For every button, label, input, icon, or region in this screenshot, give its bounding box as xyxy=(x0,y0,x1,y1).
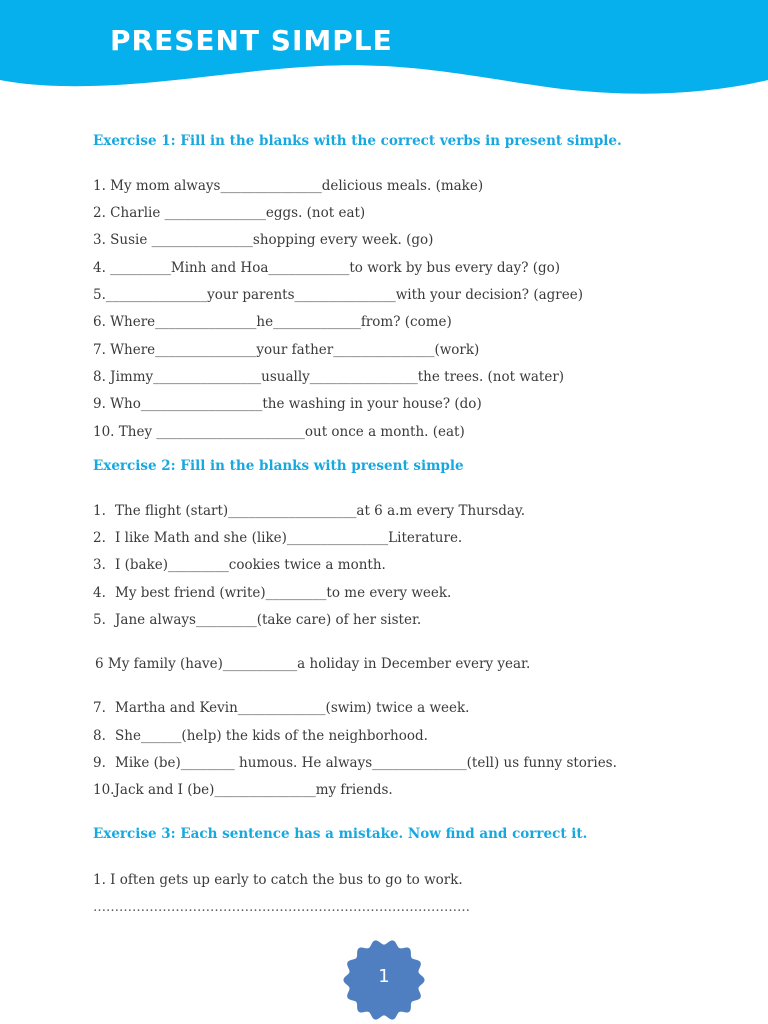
item-text: Mike (be)________ humous. He always______________(tell) us funny stories. xyxy=(115,755,617,771)
exercise-2-item-7 xyxy=(93,699,469,717)
exercise-1-item-7: 7. Where_______________your father_______________(work) xyxy=(93,342,480,358)
exercise-1-item-5: 5._______________your parents_______________with your decision? (agree) xyxy=(93,287,583,303)
exercise-3-item-1: 1. I often gets up early to catch the bus to go to work. xyxy=(93,872,463,888)
item-number: 10. xyxy=(93,782,115,798)
exercise-2-item-4 xyxy=(93,584,451,602)
item-number: 1. xyxy=(93,503,106,519)
exercise-3-title: Exercise 3: Each sentence has a mistake. Now find and correct it. xyxy=(93,826,588,842)
exercise-1-item-1: 1. My mom always_______________delicious meals. (make) xyxy=(93,178,484,194)
exercise-2-item-3 xyxy=(93,556,386,574)
exercise-2-item-10 xyxy=(93,781,393,799)
item-number: 3. xyxy=(93,557,106,573)
item-number: 8. xyxy=(93,728,106,744)
exercise-1-item-9: 9. Who__________________the washing in your house? (do) xyxy=(93,396,482,412)
item-text: She______(help) the kids of the neighborhood. xyxy=(115,728,428,744)
exercise-1-title: Exercise 1: Fill in the blanks with the correct verbs in present simple. xyxy=(93,133,622,149)
item-text: I like Math and she (like)_______________Literature. xyxy=(115,530,463,546)
exercise-1-item-10: 10. They ______________________out once a month. (eat) xyxy=(93,424,465,440)
exercise-1-item-8: 8. Jimmy________________usually________________the trees. (not water) xyxy=(93,369,565,385)
exercise-2-item-6: 6 My family (have)___________a holiday in December every year. xyxy=(95,656,531,672)
item-text: My best friend (write)_________to me every week. xyxy=(115,585,452,601)
exercise-2-title: Exercise 2: Fill in the blanks with present simple xyxy=(93,458,464,474)
page-title: PRESENT SIMPLE xyxy=(110,24,393,57)
exercise-1-item-3: 3. Susie _______________shopping every week. (go) xyxy=(93,232,434,248)
page-number: 1 xyxy=(378,966,390,987)
exercise-1-item-6: 6. Where_______________he_____________from? (come) xyxy=(93,314,452,330)
item-number: 4. xyxy=(93,585,106,601)
exercise-1-item-4: 4. _________Minh and Hoa____________to work by bus every day? (go) xyxy=(93,260,561,276)
exercise-2-item-9 xyxy=(93,754,617,772)
exercise-2-item-2 xyxy=(93,529,462,547)
exercise-2-item-5 xyxy=(93,611,421,629)
exercise-1-item-2: 2. Charlie _______________eggs. (not eat) xyxy=(93,205,366,221)
item-text: Jane always_________(take care) of her sister. xyxy=(115,612,422,628)
item-number: 2. xyxy=(93,530,106,546)
answer-dotted-line: …………………………………………………………………………… xyxy=(93,900,470,915)
exercise-2-item-1 xyxy=(93,502,525,520)
item-text: Martha and Kevin_____________(swim) twice a week. xyxy=(115,700,470,716)
item-number: 5. xyxy=(93,612,106,628)
item-number: 7. xyxy=(93,700,106,716)
exercise-2-item-8 xyxy=(93,727,428,745)
item-number: 9. xyxy=(93,755,106,771)
item-text: Jack and I (be)_______________my friends. xyxy=(114,782,393,798)
item-text: I (bake)_________cookies twice a month. xyxy=(115,557,386,573)
item-text: The flight (start)___________________at 6 a.m every Thursday. xyxy=(115,503,526,519)
